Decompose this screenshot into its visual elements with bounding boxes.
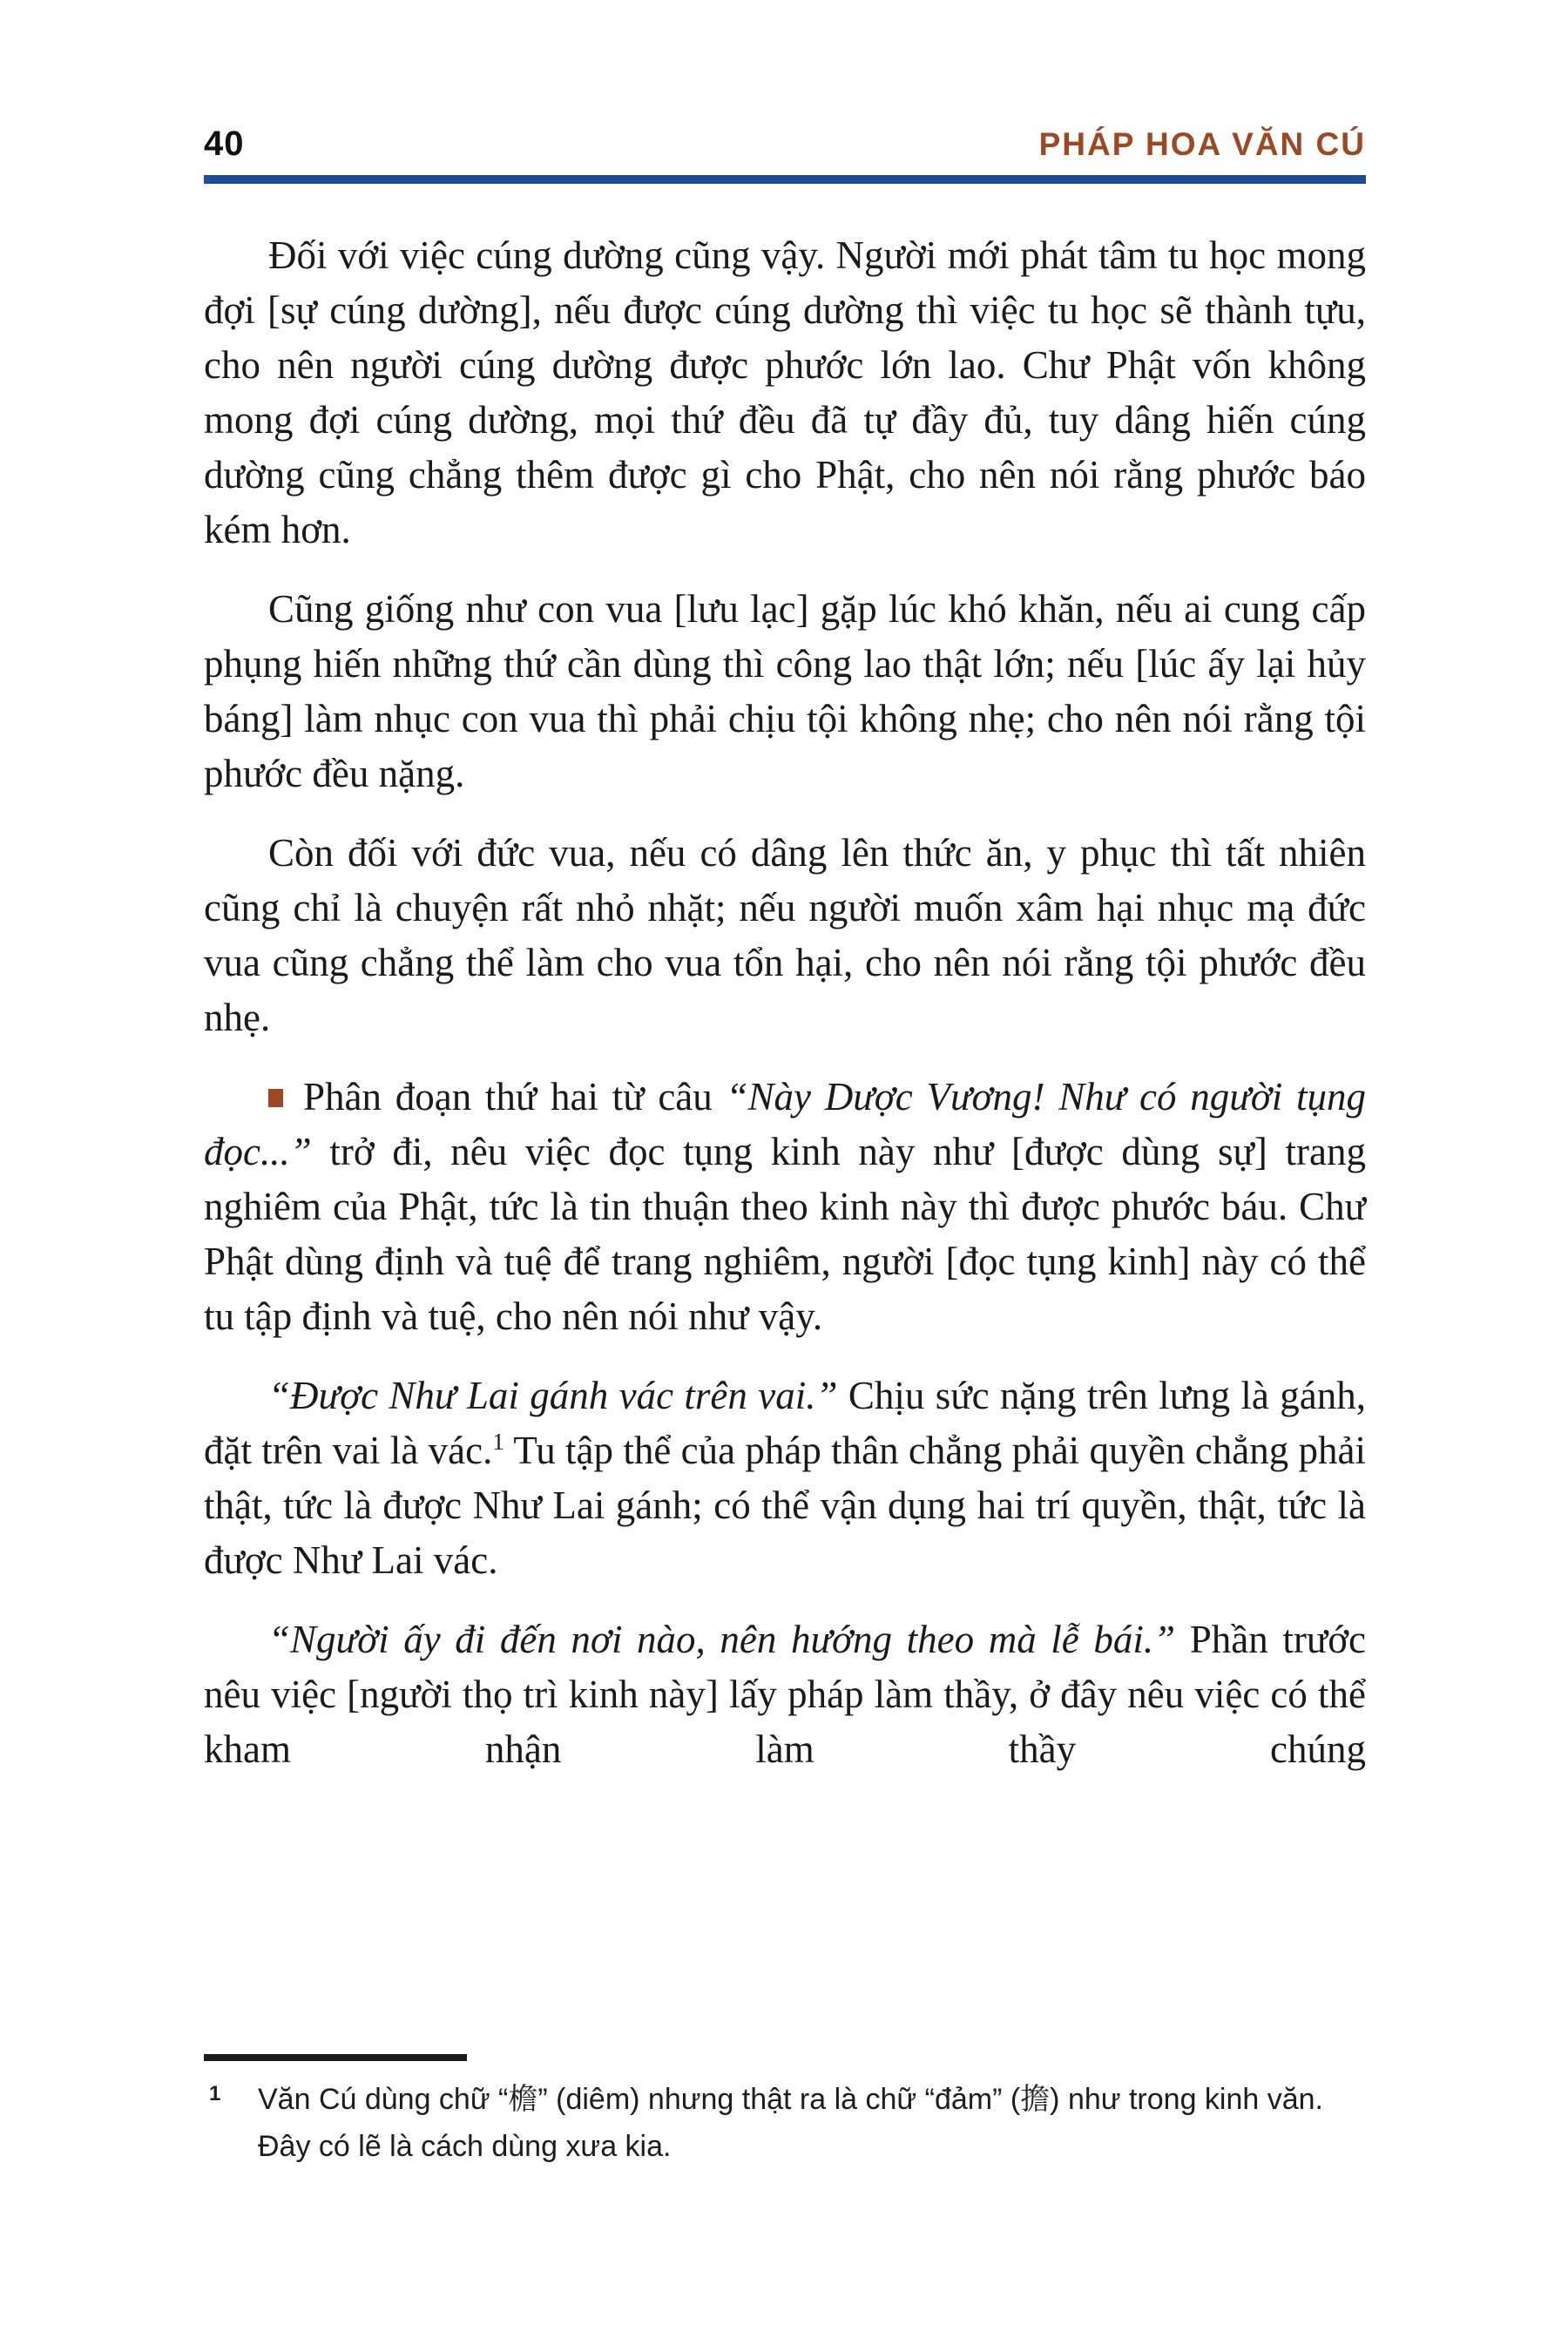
quoted-text: “Được Như Lai gánh vác trên vai.”: [268, 1374, 838, 1417]
text-run: trở đi, nêu việc đọc tụng kinh này như [được dùng sự] trang nghiêm của Phật, tức là tin thuận theo kinh này thì được phước báu. Chư Phật dùng định và tuệ để trang nghiêm, người [đọc tụng kinh] này có thể tu tập định và tuệ, cho nên nói như vậy.: [204, 1130, 1366, 1338]
paragraph: [204, 582, 1366, 801]
paragraph: [204, 228, 1366, 558]
paragraph: [204, 1612, 1366, 1777]
footnote-line: Đây có lẽ là cách dùng xưa kia.: [258, 2130, 672, 2163]
header-rule: [204, 175, 1366, 184]
running-title: PHÁP HOA VĂN CÚ: [1038, 126, 1366, 162]
paragraph: [204, 1070, 1366, 1344]
paragraph: [204, 1369, 1366, 1588]
text-run: Phần trước nêu việc [người thọ trì kinh này] lấy pháp làm thầy, ở đây nêu việc có thể kham nhận làm thầy chúng: [204, 1618, 1366, 1771]
text-run: Phân đoạn thứ hai từ câu: [303, 1075, 727, 1119]
body-text: [204, 228, 1366, 1777]
footnote: [204, 2076, 1366, 2170]
footnote-line: Văn Cú dùng chữ “檐” (diêm) nhưng thật ra là chữ “đảm” (擔) như trong kinh văn.: [258, 2083, 1324, 2116]
text-run: Đối với việc cúng dường cũng vậy. Người mới phát tâm tu học mong đợi [sự cúng dường], nếu được cúng dường thì việc tu học sẽ thành tựu, cho nên người cúng dường được phước lớn lao. Chư Phật vốn không mong đợi cúng dường, mọi thứ đều đã tự đầy đủ, tuy dâng hiến cúng dường cũng chẳng thêm được gì cho Phật, cho nên nói rằng phước báo kém hơn.: [204, 233, 1366, 551]
text-run: Tu tập thể của pháp thân chẳng phải quyền chẳng phải thật, tức là được Như Lai gánh; có thể vận dụng hai trí quyền, thật, tức là được Như Lai vác.: [204, 1429, 1366, 1582]
page-number: 40: [204, 125, 245, 163]
paragraph: [204, 826, 1366, 1045]
bullet-square-icon: [268, 1089, 283, 1107]
footnote-marker: 1: [209, 2082, 221, 2105]
page-header: [204, 125, 1366, 164]
footnote-separator: [204, 2054, 467, 2061]
quoted-text: “Này Dược Vương! Như có người tụng đọc...”: [204, 1075, 1366, 1173]
text-run: Cũng giống như con vua [lưu lạc] gặp lúc khó khăn, nếu ai cung cấp phụng hiến những thứ cần dùng thì công lao thật lớn; nếu [lúc ấy lại hủy báng] làm nhục con vua thì phải chịu tội không nhẹ; cho nên nói rằng tội phước đều nặng.: [204, 587, 1366, 795]
text-run: Chịu sức nặng trên lưng là gánh, đặt trên vai là vác.: [204, 1374, 1366, 1472]
text-run: Còn đối với đức vua, nếu có dâng lên thức ăn, y phục thì tất nhiên cũng chỉ là chuyện rất nhỏ nhặt; nếu người muốn xâm hại nhục mạ đức vua cũng chẳng thể làm cho vua tổn hại, cho nên nói rằng tội phước đều nhẹ.: [204, 831, 1366, 1039]
quoted-text: “Người ấy đi đến nơi nào, nên hướng theo mà lễ bái.”: [268, 1618, 1176, 1661]
footnote-reference: 1: [492, 1429, 504, 1455]
